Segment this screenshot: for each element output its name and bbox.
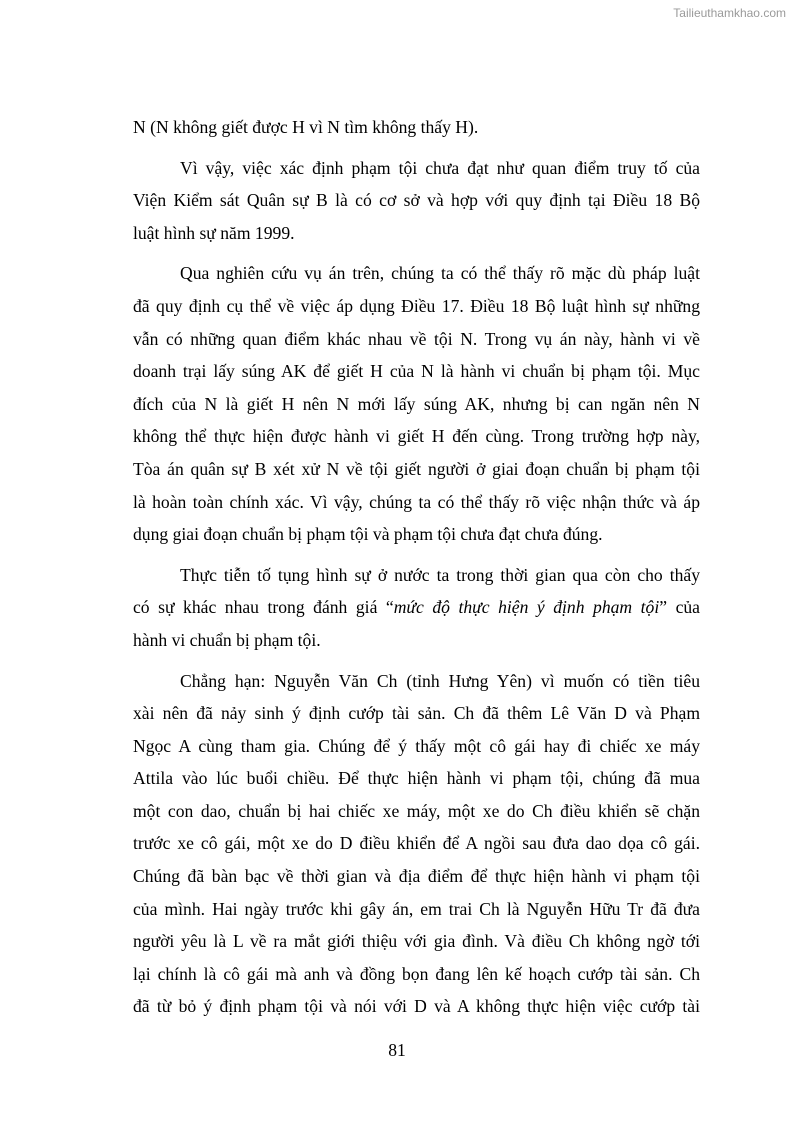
italic-quote: mức độ thực hiện ý định phạm tội (393, 597, 660, 618)
paragraph-3 (133, 257, 700, 550)
text-line: luật hình sự năm 1999. (133, 222, 295, 243)
text-line: N (N không giết được H vì N tìm không thấy H). (133, 117, 479, 137)
text-segment: ” của (659, 597, 700, 618)
text-line: đích của N là giết H nên N mới lấy súng AK, nhưng bị can ngăn nên N (133, 393, 700, 414)
text-segment: có sự khác nhau trong đánh giá “ (133, 597, 394, 618)
text-line: Ngọc A cùng tham gia. Chúng để ý thấy một cô gái hay đi chiếc xe máy (133, 735, 700, 756)
text-line: hành vi chuẩn bị phạm tội. (133, 629, 321, 650)
text-line: không thể thực hiện được hành vi giết H đến cùng. Trong trường hợp này, (133, 426, 700, 447)
text-line: Tòa án quân sự B xét xử N về tội giết người ở giai đoạn chuẩn bị phạm tội (133, 458, 700, 479)
document-body (133, 111, 700, 1031)
text-line: Chúng đã bàn bạc về thời gian và địa điểm để thực hiện hành vi phạm tội (133, 866, 700, 887)
text-line: của mình. Hai ngày trước khi gây án, em trai Ch là Nguyễn Hữu Tr đã đưa (133, 898, 700, 919)
text-line: một con dao, chuẩn bị hai chiếc xe máy, một xe do Ch điều khiển sẽ chặn (133, 800, 700, 821)
text-line: Attila vào lúc buổi chiều. Để thực hiện hành vi phạm tội, chúng đã mua (133, 768, 700, 789)
text-line: xài nên đã nảy sinh ý định cướp tài sản. Ch đã thêm Lê Văn D và Phạm (133, 703, 700, 724)
text-line: lại chính là cô gái mà anh và đồng bọn đang lên kế hoạch cướp tài sản. Ch (133, 963, 700, 984)
text-line: Chẳng hạn: Nguyễn Văn Ch (tỉnh Hưng Yên) vì muốn có tiền tiêu (180, 670, 700, 691)
text-line: Thực tiễn tố tụng hình sự ở nước ta trong thời gian qua còn cho thấy (180, 564, 700, 585)
text-line: trước xe cô gái, một xe do D điều khiển để A ngồi sau đưa dao dọa cô gái. (133, 833, 700, 854)
text-line: đã từ bỏ ý định phạm tội và nói với D và A không thực hiện việc cướp tài (133, 996, 700, 1017)
text-line: người yêu là L về ra mắt giới thiệu với gia đình. Và điều Ch không ngờ tới (133, 931, 700, 952)
paragraph-5 (133, 665, 700, 1024)
text-line: doanh trại lấy súng AK để giết H của N là hành vi chuẩn bị phạm tội. Mục (133, 361, 700, 382)
text-line: Qua nghiên cứu vụ án trên, chúng ta có thể thấy rõ mặc dù pháp luật (180, 263, 700, 284)
text-line (133, 591, 700, 624)
text-line: là hoàn toàn chính xác. Vì vậy, chúng ta có thể thấy rõ việc nhận thức và áp (133, 491, 700, 512)
text-line: Vì vậy, việc xác định phạm tội chưa đạt như quan điểm truy tố của (180, 157, 700, 178)
paragraph-1 (133, 111, 700, 144)
page-number: 81 (388, 1040, 406, 1060)
text-line: Viện Kiểm sát Quân sự B là có cơ sở và hợp với quy định tại Điều 18 Bộ (133, 190, 700, 211)
paragraph-4 (133, 559, 700, 657)
paragraph-2 (133, 152, 700, 250)
watermark: Tailieuthamkhao.com (673, 6, 786, 20)
text-line: vẫn có những quan điểm khác nhau về tội N. Trong vụ án này, hành vi về (133, 328, 700, 349)
text-line: dụng giai đoạn chuẩn bị phạm tội và phạm tội chưa đạt chưa đúng. (133, 524, 603, 545)
text-line: đã quy định cụ thể về việc áp dụng Điều 17. Điều 18 Bộ luật hình sự những (133, 295, 700, 316)
